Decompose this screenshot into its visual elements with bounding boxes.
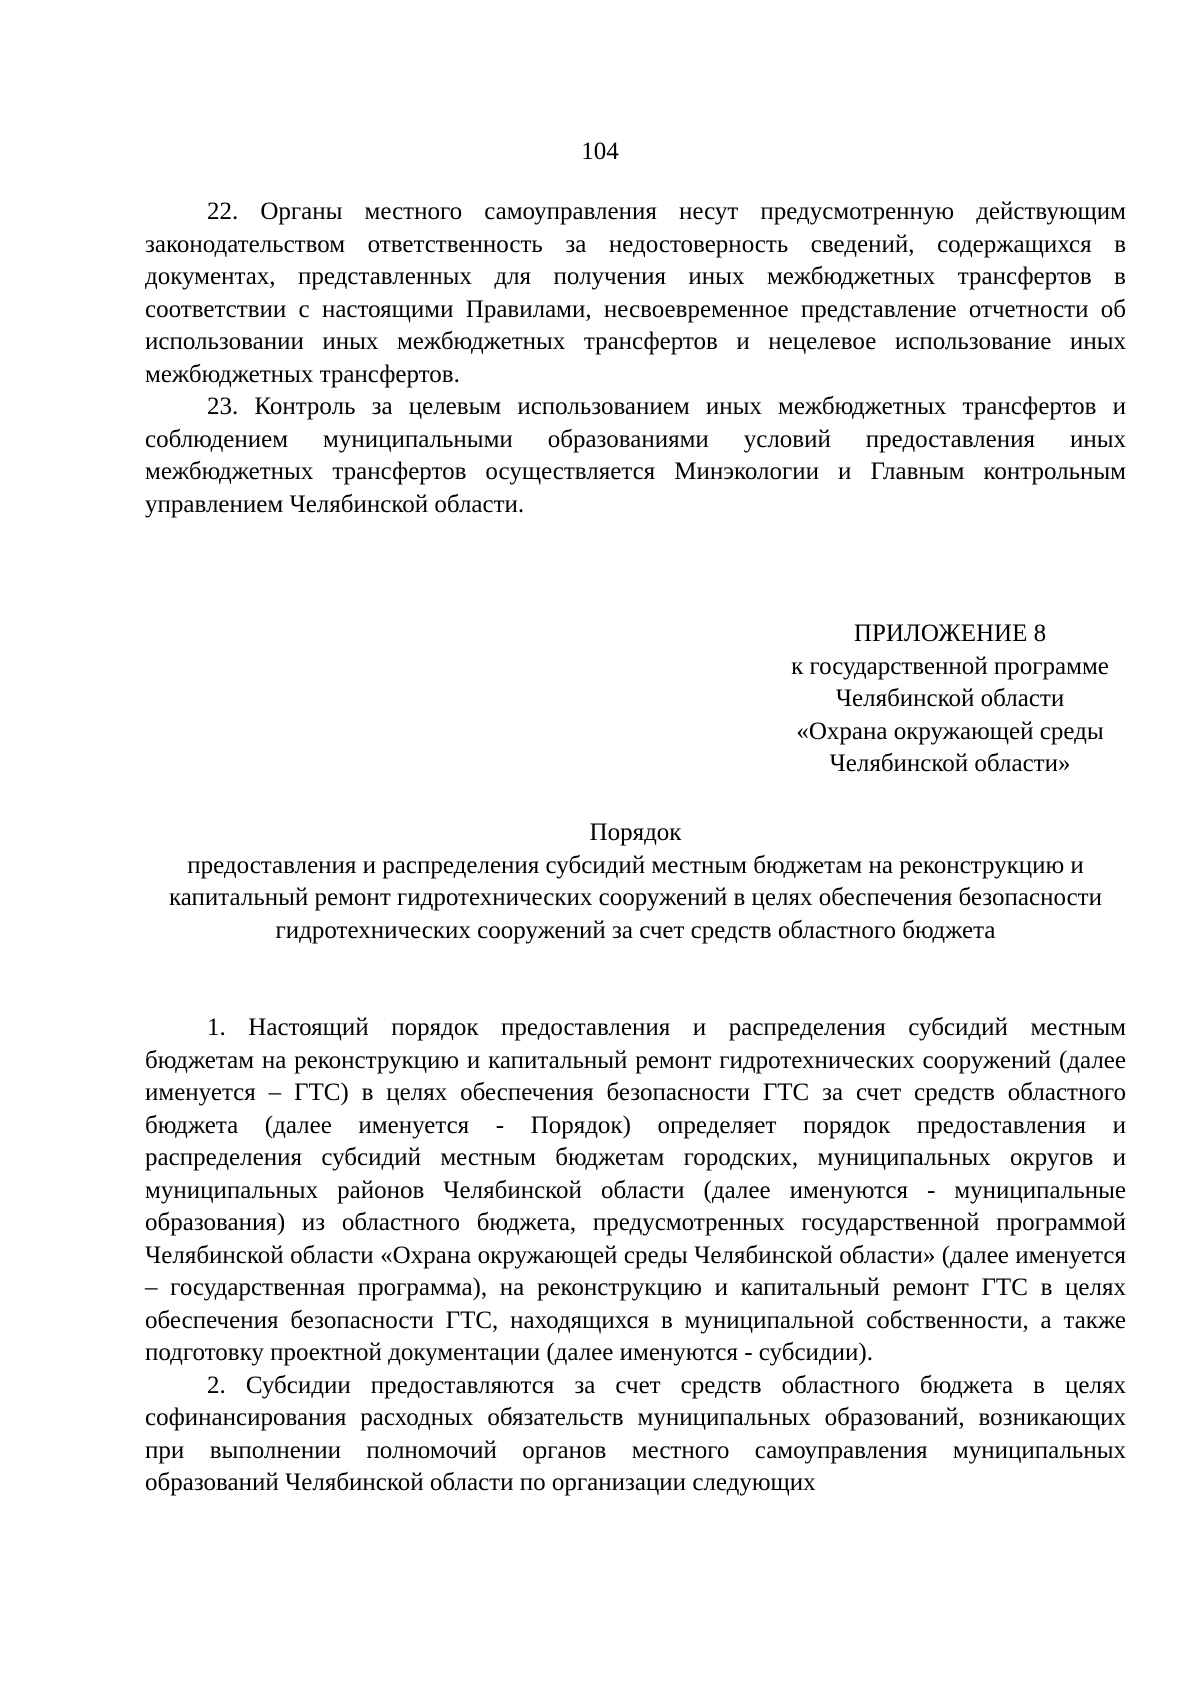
page-number: 104 [581, 138, 619, 165]
document-title [145, 817, 1126, 947]
paragraph-1: 1. Настоящий порядок предоставления и распределения субсидий местным бюджетам на реконструкцию и капитальный ремонт гидротехнических сооружений (далее именуется – ГТС) в целях обеспечения безопасности ГТС за счет средств областного бюджета (далее именуется - Порядок) определяет порядок предоставления и распределения субсидий местным бюджетам городских, муниципальных округов и муниципальных районов Челябинской области (далее именуются - муниципальные образования) из областного бюджета, предусмотренных государственной программой Челябинской области «Охрана окружающей среды Челябинской области» (далее именуется – государственная программа), на реконструкцию и капитальный ремонт ГТС в целях обеспечения безопасности ГТС, находящихся в муниципальной собственности, а также подготовку проектной документации (далее именуются - субсидии). [145, 1014, 1126, 1366]
document-heading: Порядок [589, 819, 682, 846]
appendix-line: Челябинской области [835, 685, 1065, 712]
appendix-line: к государственной программе [791, 652, 1109, 680]
document-subtitle: предоставления и распределения субсидий местным бюджетам на реконструкцию и капитальный ремонт гидротехнических сооружений в целях обеспечения безопасности гидротехнических сооружений за счет средств областного бюджета [169, 851, 1102, 944]
appendix-line: Челябинской области» [829, 750, 1071, 777]
paragraph-2: 2. Субсидии предоставляются за счет средств областного бюджета в целях софинансирования расходных обязательств муниципальных образований, возникающих при выполнении полномочий органов местного самоуправления муниципальных образований Челябинской области по организации следующих [145, 1371, 1126, 1496]
appendix-header [735, 618, 1165, 781]
paragraph-22: 22. Органы местного самоуправления несут предусмотренную действующим законодательством ответственность за недостоверность сведений, содержащихся в документах, представленных для получения иных межбюджетных трансфертов в соответствии с настоящими Правилами, несвоевременное представление отчетности об использовании иных межбюджетных трансфертов и нецелевое использование иных межбюджетных трансфертов. [145, 198, 1126, 388]
appendix-title: ПРИЛОЖЕНИЕ 8 [853, 620, 1047, 647]
paragraph-23: 23. Контроль за целевым использованием иных межбюджетных трансфертов и соблюдением муниципальными образованиями условий предоставления иных межбюджетных трансфертов осуществляется Минэкологии и Главным контрольным управлением Челябинской области. [145, 393, 1126, 518]
paragraphs-top [145, 196, 1126, 521]
paragraphs-bottom [145, 1012, 1126, 1500]
appendix-line: «Охрана окружающей среды [796, 717, 1104, 745]
